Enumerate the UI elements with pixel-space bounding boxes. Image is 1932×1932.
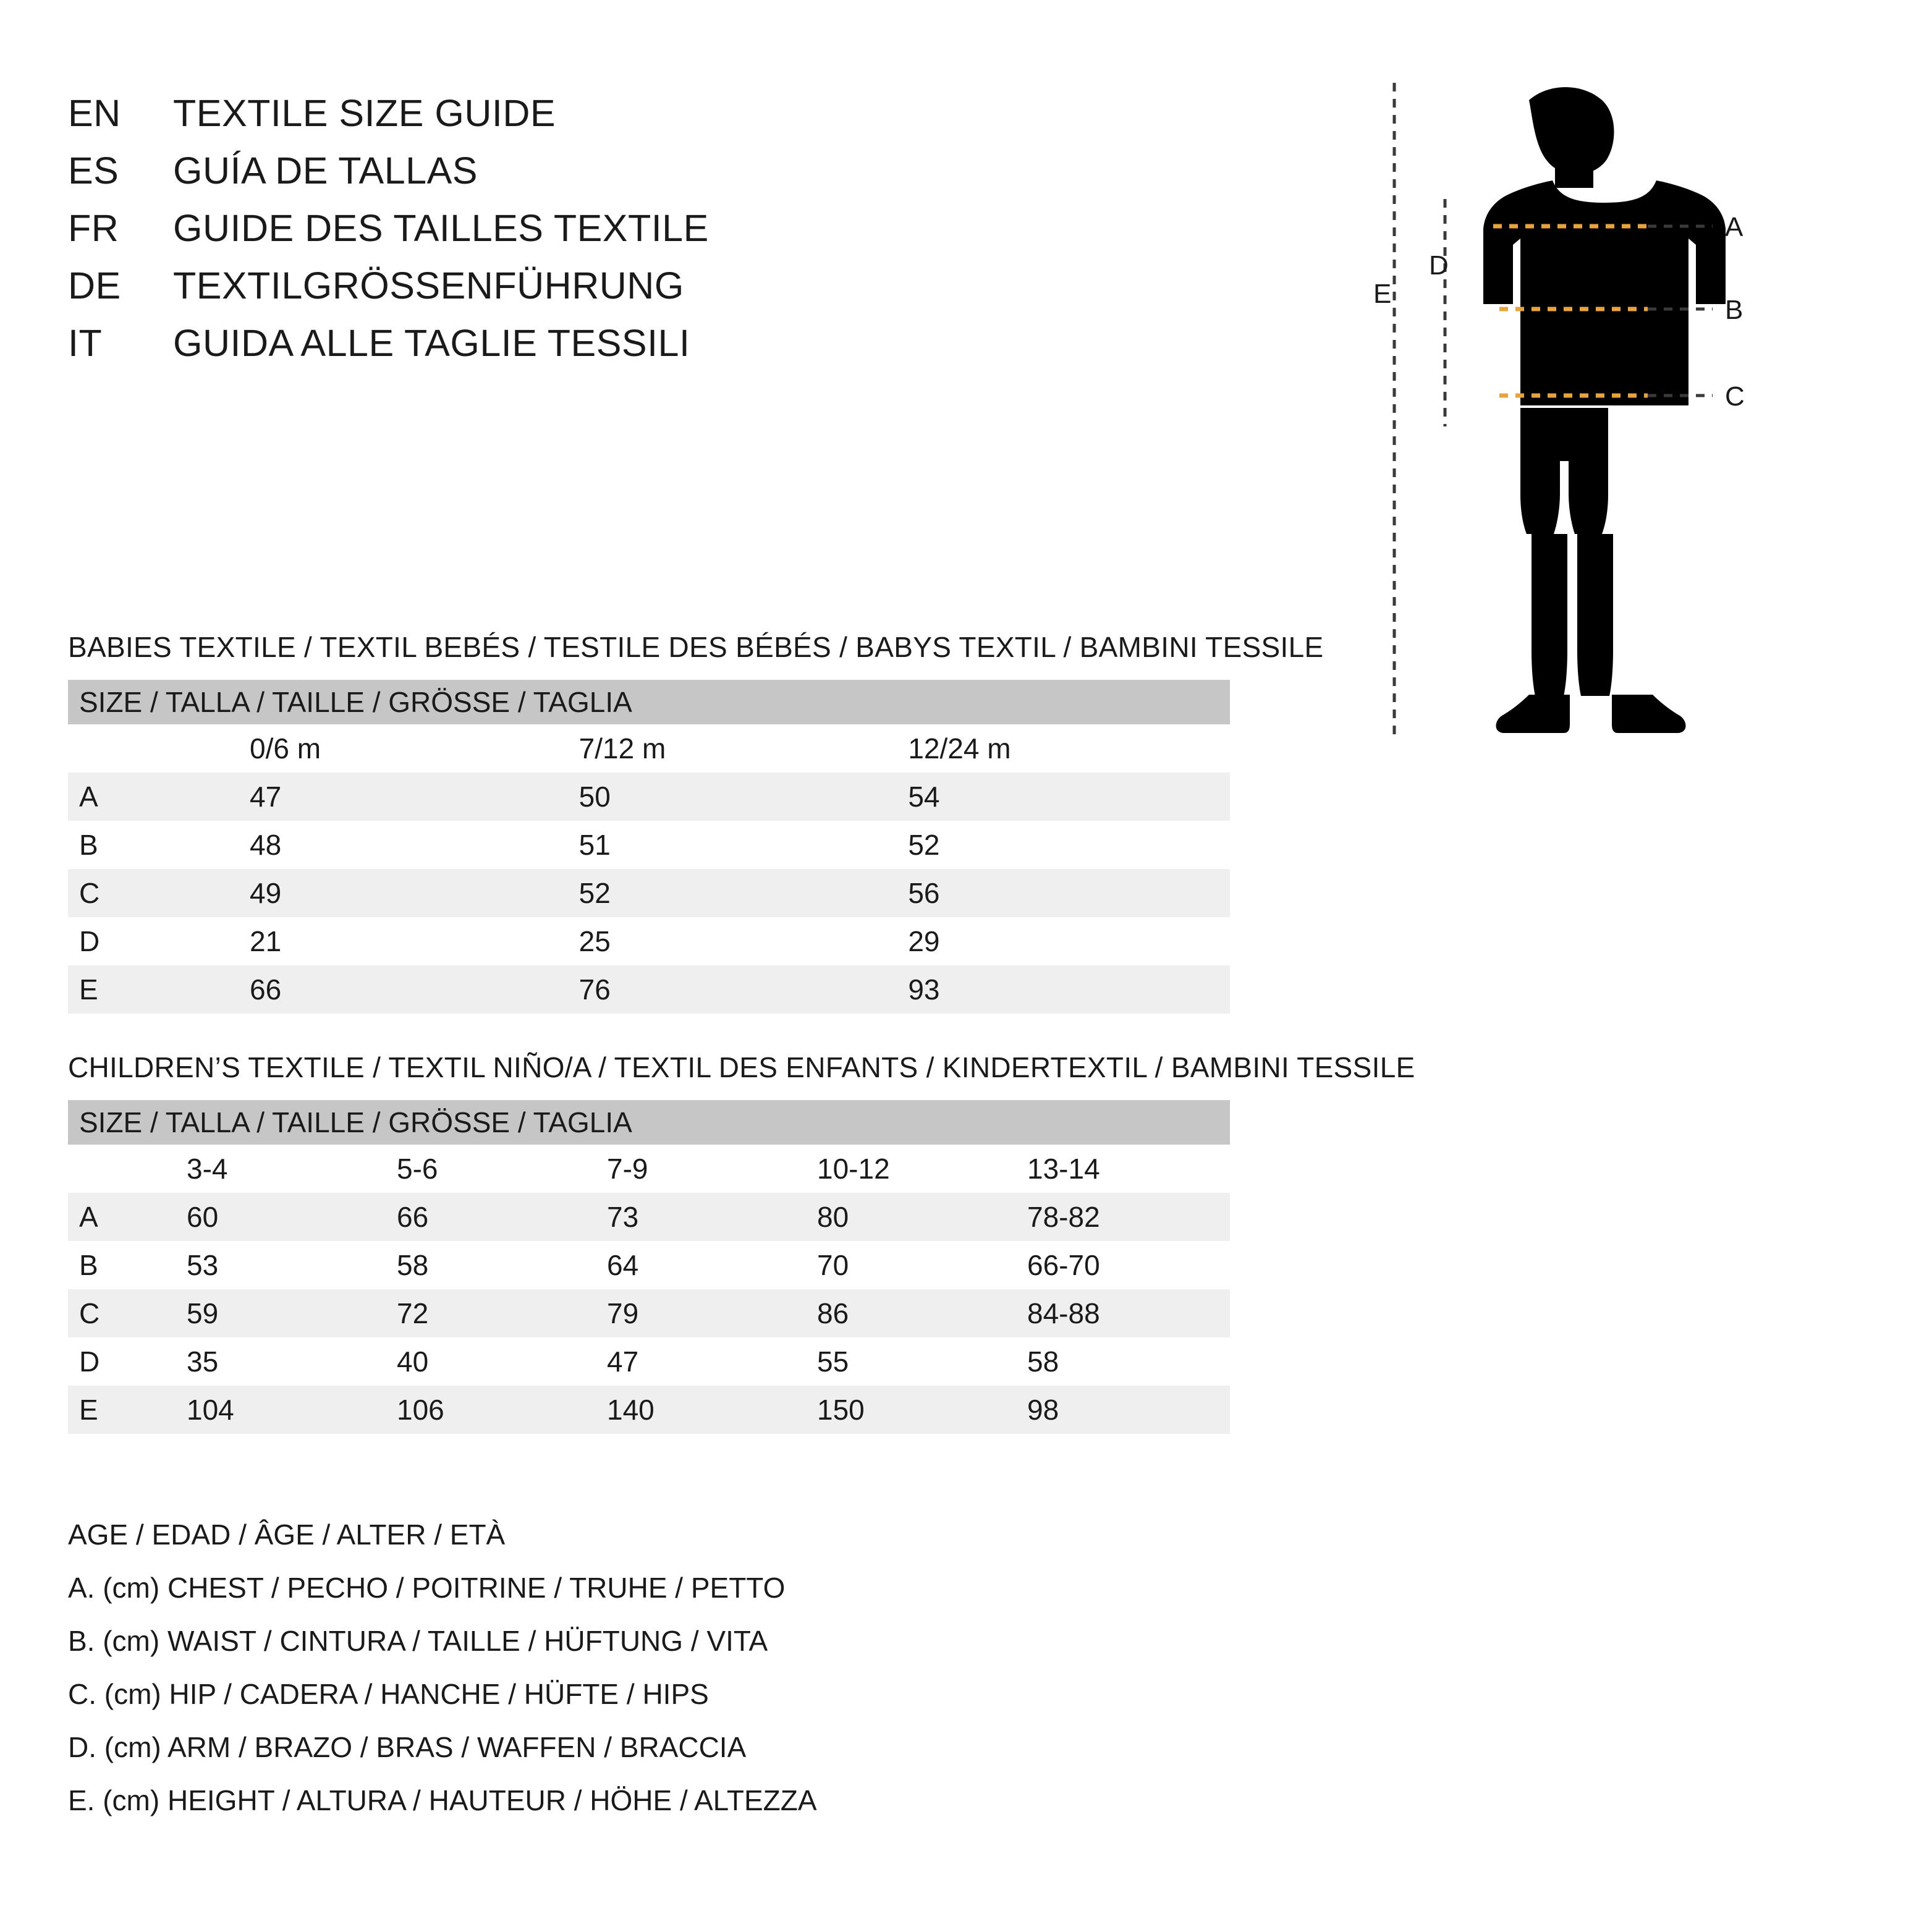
babies-d-0: 21: [242, 917, 572, 965]
children-c-3: 86: [810, 1289, 1020, 1337]
children-col-0: 3-4: [179, 1145, 389, 1193]
children-a-0: 60: [179, 1193, 389, 1241]
language-text-es: GUÍA DE TALLAS: [173, 150, 478, 192]
babies-row-label-a: A: [68, 773, 242, 821]
legend-section: [68, 1508, 817, 1827]
babies-e-2: 93: [900, 965, 1230, 1014]
language-text-en: TEXTILE SIZE GUIDE: [173, 92, 556, 134]
babies-d-1: 25: [572, 917, 901, 965]
children-row-label-e: E: [68, 1386, 179, 1434]
babies-b-0: 48: [242, 821, 572, 869]
babies-d-2: 29: [900, 917, 1230, 965]
children-e-2: 140: [600, 1386, 810, 1434]
language-row-fr: [68, 206, 995, 264]
babies-column-header-row: [68, 724, 1230, 773]
children-c-2: 79: [600, 1289, 810, 1337]
children-e-3: 150: [810, 1386, 1020, 1434]
children-a-1: 66: [389, 1193, 600, 1241]
language-text-it: GUIDA ALLE TAGLIE TESSILI: [173, 322, 690, 364]
legend-item-e: E. (cm) HEIGHT / ALTURA / HAUTEUR / HÖHE / ALTEZZA: [68, 1784, 817, 1816]
babies-row-label-b: B: [68, 821, 242, 869]
measurement-figure: [1370, 74, 1864, 766]
children-a-2: 73: [600, 1193, 810, 1241]
children-b-1: 58: [389, 1241, 600, 1289]
children-e-1: 106: [389, 1386, 600, 1434]
babies-e-1: 76: [572, 965, 901, 1014]
language-code-es: ES: [68, 150, 119, 192]
legend-item-a: A. (cm) CHEST / PECHO / POITRINE / TRUHE / PETTO: [68, 1572, 786, 1604]
babies-b-1: 51: [572, 821, 901, 869]
babies-col-0: 0/6 m: [242, 724, 572, 773]
figure-label-d: D: [1429, 250, 1449, 281]
babies-a-1: 50: [572, 773, 901, 821]
children-d-2: 47: [600, 1337, 810, 1386]
children-b-2: 64: [600, 1241, 810, 1289]
silhouette-icon: [1483, 87, 1726, 733]
children-col-1: 5-6: [389, 1145, 600, 1193]
babies-col-corner: [68, 724, 242, 773]
language-code-fr: FR: [68, 207, 119, 249]
language-row-de: [68, 264, 995, 321]
table-row: [68, 1289, 1230, 1337]
babies-a-0: 47: [242, 773, 572, 821]
babies-c-2: 56: [900, 869, 1230, 917]
child-silhouette-diagram: [1370, 74, 1864, 766]
children-c-0: 59: [179, 1289, 389, 1337]
babies-band-label: SIZE / TALLA / TAILLE / GRÖSSE / TAGLIA: [68, 680, 1230, 724]
children-column-header-row: [68, 1145, 1230, 1193]
children-b-4: 66-70: [1020, 1241, 1230, 1289]
children-d-4: 58: [1020, 1337, 1230, 1386]
table-row: [68, 917, 1230, 965]
children-c-4: 84-88: [1020, 1289, 1230, 1337]
children-col-4: 13-14: [1020, 1145, 1230, 1193]
children-d-3: 55: [810, 1337, 1020, 1386]
babies-size-table: [68, 680, 1230, 1014]
children-row-label-b: B: [68, 1241, 179, 1289]
children-col-2: 7-9: [600, 1145, 810, 1193]
legend-item-d: D. (cm) ARM / BRAZO / BRAS / WAFFEN / BRACCIA: [68, 1731, 747, 1763]
children-section-title: CHILDREN’S TEXTILE / TEXTIL NIÑO/A / TEXTIL DES ENFANTS / KINDERTEXTIL / BAMBINI TESSILE: [68, 1051, 1415, 1083]
babies-section-title: BABIES TEXTILE / TEXTIL BEBÉS / TESTILE DES BÉBÉS / BABYS TEXTIL / BAMBINI TESSILE: [68, 631, 1324, 663]
children-a-4: 78-82: [1020, 1193, 1230, 1241]
babies-col-1: 7/12 m: [572, 724, 901, 773]
babies-a-2: 54: [900, 773, 1230, 821]
babies-band-row: [68, 680, 1230, 724]
figure-label-e: E: [1373, 279, 1392, 309]
children-b-0: 53: [179, 1241, 389, 1289]
language-code-it: IT: [68, 322, 103, 364]
table-row: [68, 869, 1230, 917]
babies-e-0: 66: [242, 965, 572, 1014]
children-row-label-a: A: [68, 1193, 179, 1241]
children-c-1: 72: [389, 1289, 600, 1337]
children-col-corner: [68, 1145, 179, 1193]
children-e-4: 98: [1020, 1386, 1230, 1434]
children-a-3: 80: [810, 1193, 1020, 1241]
figure-label-a: A: [1725, 212, 1743, 242]
babies-col-2: 12/24 m: [900, 724, 1230, 773]
children-d-1: 40: [389, 1337, 600, 1386]
children-section: [68, 1051, 1415, 1434]
table-row: [68, 1337, 1230, 1386]
legend-title: AGE / EDAD / ÂGE / ALTER / ETÀ: [68, 1519, 506, 1551]
babies-c-0: 49: [242, 869, 572, 917]
children-band-row: [68, 1100, 1230, 1145]
table-row: [68, 1241, 1230, 1289]
children-col-3: 10-12: [810, 1145, 1020, 1193]
table-row: [68, 1386, 1230, 1434]
children-row-label-c: C: [68, 1289, 179, 1337]
figure-label-b: B: [1725, 295, 1743, 325]
babies-row-label-c: C: [68, 869, 242, 917]
language-row-en: [68, 91, 995, 149]
language-text-fr: GUIDE DES TAILLES TEXTILE: [173, 207, 709, 249]
children-d-0: 35: [179, 1337, 389, 1386]
table-row: [68, 965, 1230, 1014]
language-row-it: [68, 321, 995, 379]
children-row-label-d: D: [68, 1337, 179, 1386]
babies-section: [68, 630, 1323, 1014]
children-b-3: 70: [810, 1241, 1020, 1289]
language-row-es: [68, 149, 995, 206]
table-row: [68, 773, 1230, 821]
children-e-0: 104: [179, 1386, 389, 1434]
children-band-label: SIZE / TALLA / TAILLE / GRÖSSE / TAGLIA: [68, 1100, 1230, 1145]
babies-row-label-e: E: [68, 965, 242, 1014]
language-code-en: EN: [68, 92, 121, 134]
language-code-de: DE: [68, 265, 121, 307]
babies-row-label-d: D: [68, 917, 242, 965]
babies-b-2: 52: [900, 821, 1230, 869]
language-title-block: [68, 91, 995, 379]
children-size-table: [68, 1100, 1230, 1434]
babies-c-1: 52: [572, 869, 901, 917]
table-row: [68, 1193, 1230, 1241]
table-row: [68, 821, 1230, 869]
figure-label-c: C: [1725, 381, 1745, 412]
legend-item-c: C. (cm) HIP / CADERA / HANCHE / HÜFTE / HIPS: [68, 1678, 709, 1710]
language-text-de: TEXTILGRÖSSENFÜHRUNG: [173, 265, 684, 307]
legend-item-b: B. (cm) WAIST / CINTURA / TAILLE / HÜFTUNG / VITA: [68, 1625, 768, 1657]
